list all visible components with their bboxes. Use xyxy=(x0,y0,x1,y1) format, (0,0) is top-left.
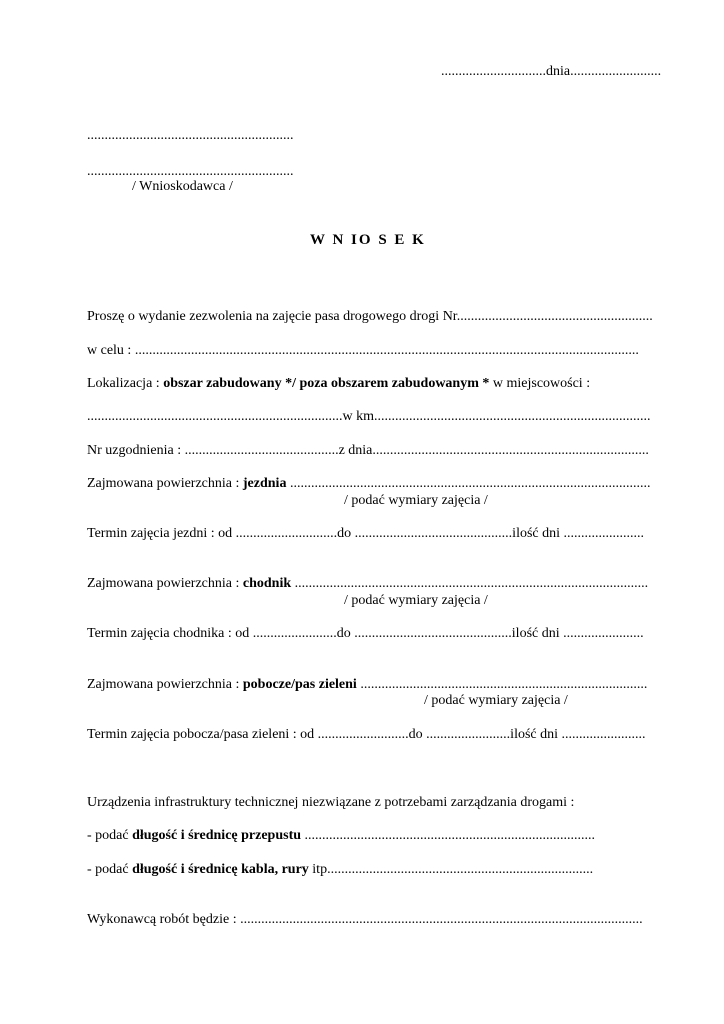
sidewalk-prefix: Zajmowana powierzchnia : xyxy=(87,576,243,591)
shoulder-note: / podać wymiary zajęcia / xyxy=(424,693,568,708)
agreement-line: Nr uzgodnienia : ............................................z dnia............................................................................... xyxy=(87,443,649,458)
sidewalk-note: / podać wymiary zajęcia / xyxy=(344,593,488,608)
roadway-prefix: Zajmowana powierzchnia : xyxy=(87,476,243,491)
location-line xyxy=(87,376,590,392)
sidewalk-term-line: Termin zajęcia chodnika : od ........................do .............................................ilość dni ....................... xyxy=(87,626,644,641)
shoulder-suffix: .................................................................................. xyxy=(356,677,648,692)
applicant-line-1: ........................................................... xyxy=(87,128,294,143)
cable-suffix: itp............................................................................ xyxy=(308,862,594,877)
cable-label: długość i średnicę kabla, rury xyxy=(132,862,309,877)
infrastructure-heading: Urządzenia infrastruktury technicznej niezwiązane z potrzebami zarządzania drogami : xyxy=(87,795,575,810)
sidewalk-area-line xyxy=(87,576,648,592)
culvert-prefix: - podać xyxy=(87,828,133,843)
culvert-line xyxy=(87,828,595,844)
roadway-area-line xyxy=(87,476,650,492)
cable-prefix: - podać xyxy=(87,862,133,877)
location-suffix: w miejscowości : xyxy=(489,376,591,391)
shoulder-area-line xyxy=(87,677,647,693)
applicant-label: / Wnioskodawca / xyxy=(132,179,233,194)
roadway-label: jezdnia xyxy=(242,476,287,491)
roadway-term-line: Termin zajęcia jezdni : od .............................do .............................................ilość dni ....................... xyxy=(87,526,645,541)
date-line: ..............................dnia.......................... xyxy=(441,64,662,79)
roadway-suffix: ....................................................................................................... xyxy=(286,476,651,491)
sidewalk-label: chodnik xyxy=(242,576,292,591)
sidewalk-suffix: ..................................................................................................... xyxy=(291,576,649,591)
roadway-note: / podać wymiary zajęcia / xyxy=(344,493,488,508)
shoulder-term-line: Termin zajęcia pobocza/pasa zieleni : od ..........................do ........................ilość dni ........................ xyxy=(87,727,646,742)
shoulder-label: pobocze/pas zieleni xyxy=(242,677,357,692)
location-prefix: Lokalizacja : xyxy=(87,376,164,391)
km-line: .........................................................................w km............................................................................... xyxy=(87,409,651,424)
culvert-suffix: ................................................................................... xyxy=(301,828,596,843)
applicant-line-2: ........................................................... xyxy=(87,164,294,179)
cable-line xyxy=(87,862,593,878)
location-options: obszar zabudowany */ poza obszarem zabudowanym * xyxy=(163,376,490,391)
purpose-line: w celu : ................................................................................................................................................ xyxy=(87,343,639,358)
request-line: Proszę o wydanie zezwolenia na zajęcie pasa drogowego drogi Nr........................................................ xyxy=(87,309,653,324)
culvert-label: długość i średnicę przepustu xyxy=(132,828,302,843)
shoulder-prefix: Zajmowana powierzchnia : xyxy=(87,677,243,692)
document-title: W N IO S E K xyxy=(310,232,426,248)
contractor-line: Wykonawcą robót będzie : ................................................................................................................... xyxy=(87,912,643,927)
